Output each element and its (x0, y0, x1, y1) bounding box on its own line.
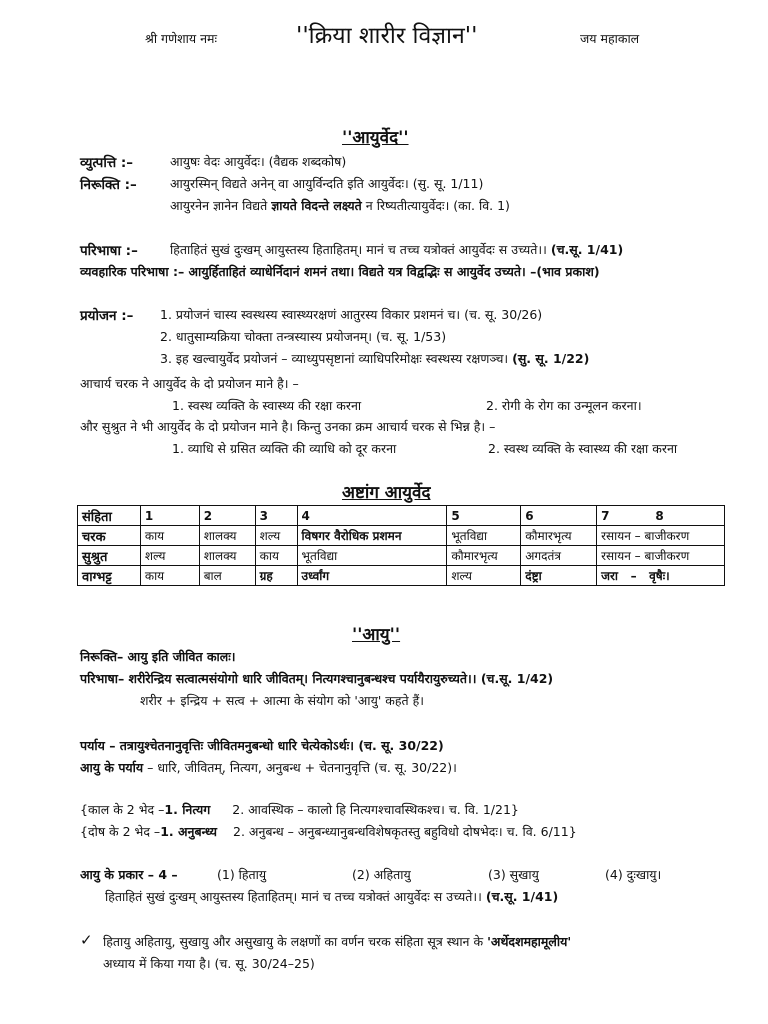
table-cell: जरा – वृषैः। (597, 566, 725, 586)
prayojan-item-3-ref: (सु. सू. 1/22) (512, 351, 590, 366)
ashtang-heading: अष्टांग आयुर्वेद (342, 483, 431, 503)
table-cell: शालक्य (199, 526, 255, 546)
table-cell: 2 (199, 506, 255, 526)
paribhasha-text (170, 241, 623, 258)
sushrut-prayojan-2: 2. स्वस्थ व्यक्ति के स्वास्थ्य की रक्षा करना (488, 441, 678, 456)
ayu-note-line2: अध्याय में किया गया है। (च. सू. 30/24–25) (103, 956, 315, 971)
vyavaharik-paribhasha: व्यवहारिक परिभाषा :– आयुर्हिताहितं व्याधेर्निदानं शमनं तथा। विद्यते यत्र विद्वद्भिः स आयुर्वेद उच्यते। –(भाव प्रकाश) (80, 264, 600, 279)
prayojan-item-1: 1. प्रयोजनं चास्य स्वस्थस्य स्वास्थ्यरक्षणं आतुरस्य विकार प्रशमनं च। (च. सू. 30/26) (160, 307, 543, 322)
ayu-heading: ''आयु'' (352, 625, 401, 645)
sushrut-prayojan-intro: और सुश्रुत ने भी आयुर्वेद के दो प्रयोजन माने है। किन्तु उनका क्रम आचार्य चरक से भिन्न है। – (80, 419, 496, 434)
checkmark-icon: ✓ (80, 931, 93, 949)
paribhasha-shloka: हिताहितं सुखं दुःखम् आयुस्तस्य हिताहितम्। मानं च तच्च यत्रोक्तं आयुर्वेदः स उच्यते।। (170, 242, 547, 257)
ayu-note-line1 (103, 933, 571, 950)
table-row (78, 526, 725, 546)
ayu-prakar-shloka (105, 888, 558, 905)
table-row (78, 506, 725, 526)
ayu-note-text: हितायु अहितायु, सुखायु और असुखायु के लक्षणों का वर्णन चरक संहिता सूत्र स्थान के (103, 934, 484, 949)
table-row (78, 546, 725, 566)
table-cell: चरक (78, 526, 141, 546)
ayu-prakar-shloka-text: हिताहितं सुखं दुःखम् आयुस्तस्य हिताहितम्। मानं च तच्च यत्रोक्तं आयुर्वेदः स उच्यते।। (105, 889, 482, 904)
ayu-paribhasha-hindi: शरीर + इन्द्रिय + सत्व + आत्मा के संयोग को 'आयु' कहते हैं। (140, 693, 424, 708)
table-cell: सुश्रुत (78, 546, 141, 566)
charak-prayojan-2: 2. रोगी के रोग का उन्मूलन करना। (486, 398, 642, 413)
prayojan-item-3 (160, 350, 589, 367)
table-cell: 5 (447, 506, 521, 526)
nirukti-line2-b: ज्ञायते विदन्ते लक्ष्यते (271, 198, 362, 213)
nirukti-line2-a: आयुरनेन ज्ञानेन विद्यते (170, 198, 268, 213)
table-cell: 1 (140, 506, 199, 526)
dosh-bhed-2: 2. अनुबन्ध – अनुबन्ध्यानुबन्धविशेषकृतस्तु बहुविधो दोषभेदः। च. वि. 6/11} (233, 824, 577, 839)
table-cell: शल्य (447, 566, 521, 586)
table-row (78, 566, 725, 586)
dosh-bhed-1: 1. अनुबन्ध्य (160, 824, 218, 839)
table-cell: अगदतंत्र (521, 546, 597, 566)
table-cell: रसायन – बाजीकरण (597, 546, 725, 566)
nirukti-line2-c: न रिष्यतीत्यायुर्वेदः। (का. वि. 1) (365, 198, 510, 213)
kaal-bhed-label: {काल के 2 भेद – (80, 802, 165, 817)
paribhasha-ref: (च.सू. 1/41) (550, 242, 624, 257)
prayojan-item-3-text: 3. इह खल्वायुर्वेद प्रयोजनं – व्याध्युपसृष्टानां व्याधिपरिमोक्षः स्वस्थस्य रक्षणञ्च। (160, 351, 509, 366)
nirukti-line1: आयुरस्मिन् विद्यते अनेन् वा आयुर्विन्दति इति आयुर्वेदः। (सु. सू. 1/11) (170, 176, 484, 191)
ayu-nirukti: निरूक्ति– आयु इति जीवित कालः। (80, 649, 236, 664)
charak-prayojan-intro: आचार्य चरक ने आयुर्वेद के दो प्रयोजन माने है। – (80, 376, 299, 391)
ayu-ke-paryay-label: आयु के पर्याय (80, 760, 144, 775)
table-cell: 3 (255, 506, 297, 526)
table-cell: विषगर वैरोधिक प्रशमन (297, 526, 447, 546)
table-cell: कौमारभृत्य (521, 526, 597, 546)
table-cell: भूतविद्या (447, 526, 521, 546)
table-cell: 7 8 (597, 506, 725, 526)
table-cell: संहिता (78, 506, 141, 526)
ayu-ke-paryay-text: – धारि, जीवितम्, नित्यग, अनुबन्ध + चेतनानुवृत्ति (च. सू. 30/22)। (143, 760, 457, 775)
ayu-prakar-3: (3) सुखायु (488, 867, 539, 882)
page-title: ''क्रिया शारीर विज्ञान'' (296, 23, 478, 49)
paribhasha-label: परिभाषा :– (80, 243, 138, 259)
ayurveda-heading: ''आयुर्वेद'' (342, 128, 409, 148)
ayu-prakar-shloka-ref: (च.सू. 1/41) (485, 889, 559, 904)
table-cell: काय (140, 526, 199, 546)
table-cell: शल्य (255, 526, 297, 546)
table-cell: शल्य (140, 546, 199, 566)
table-cell: दंष्ट्रा (521, 566, 597, 586)
vyutpatti-text: आयुषः वेदः आयुर्वेदः। (वैद्यक शब्दकोष) (170, 154, 347, 169)
ashtang-table (77, 505, 725, 586)
kaal-bhed-1: 1. नित्यग (164, 802, 211, 817)
table-cell: बाल (199, 566, 255, 586)
table-cell: ग्रह (255, 566, 297, 586)
table-cell: 4 (297, 506, 447, 526)
header-left-text: श्री गणेशाय नमः (145, 31, 218, 46)
ayu-paribhasha: परिभाषा– शरीरेन्द्रिय सत्वात्मसंयोगो धारि जीवितम्। नित्यगश्चानुबन्धश्च पर्यायैरायुरुच्यते।। (च.सू. 1/42) (80, 671, 554, 686)
table-cell: वाग्भट्ट (78, 566, 141, 586)
ayu-prakar-2: (2) अहितायु (352, 867, 411, 882)
sushrut-prayojan-1: 1. व्याधि से ग्रसित व्यक्ति की व्याधि को दूर करना (172, 441, 397, 456)
nirukti-label: निरूक्ति :– (80, 177, 137, 193)
prayojan-item-2: 2. धातुसाम्यक्रिया चोक्ता तन्त्रस्यास्य प्रयोजनम्। (च. सू. 1/53) (160, 329, 447, 344)
vyutpatti-label: व्युत्पत्ति :– (80, 155, 134, 171)
ayu-note-chapter: 'अर्थेदशमहामूलीय' (487, 934, 572, 949)
kaal-bhed (80, 801, 519, 818)
table-cell: शालक्य (199, 546, 255, 566)
nirukti-line2 (170, 197, 510, 214)
ayu-prakar-label: आयु के प्रकार – 4 – (80, 867, 178, 882)
ayu-prakar-1: (1) हितायु (217, 867, 267, 882)
table-cell: उर्ध्वांग (297, 566, 447, 586)
table-cell: रसायन – बाजीकरण (597, 526, 725, 546)
table-cell: कौमारभृत्य (447, 546, 521, 566)
header-right-text: जय महाकाल (580, 31, 640, 46)
kaal-bhed-2: 2. आवस्थिक – कालो हि नित्यगश्चावस्थिकश्च। च. वि. 1/21} (232, 802, 519, 817)
dosh-bhed-label: {दोष के 2 भेद – (80, 824, 161, 839)
table-cell: 6 (521, 506, 597, 526)
table-cell: काय (140, 566, 199, 586)
ayu-paryay: पर्याय – तत्रायुश्चेतनानुवृत्तिः जीवितमनुबन्धो धारि चेत्येकोऽर्थः। (च. सू. 30/22) (80, 738, 444, 753)
dosh-bhed (80, 823, 577, 840)
table-cell: भूतविद्या (297, 546, 447, 566)
prayojan-label: प्रयोजन :– (80, 308, 134, 324)
ayu-prakar-4: (4) दुःखायु। (605, 867, 662, 882)
table-cell: काय (255, 546, 297, 566)
charak-prayojan-1: 1. स्वस्थ व्यक्ति के स्वास्थ्य की रक्षा करना (172, 398, 362, 413)
ayu-ke-paryay (80, 759, 457, 776)
